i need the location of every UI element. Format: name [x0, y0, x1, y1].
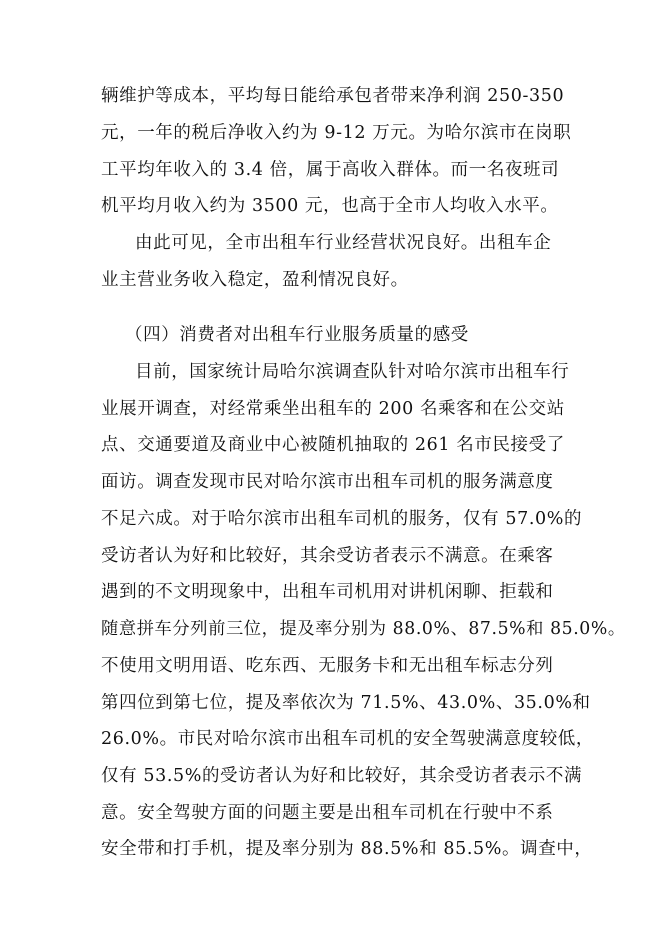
text-line: 面访。调查发现市民对哈尔滨市出租车司机的服务满意度: [101, 472, 554, 492]
text-line: 第四位到第七位，提及率依次为 71.5%、43.0%、35.0%和: [101, 693, 591, 713]
text-line: 机平均月收入约为 3500 元，也高于全市人均收入水平。: [101, 196, 559, 216]
section-heading: （四）消费者对出租车行业服务质量的感受: [125, 325, 469, 345]
text-line: 业主营业务收入稳定，盈利情况良好。: [101, 270, 409, 290]
text-line: 随意拼车分列前三位，提及率分别为 88.0%、87.5%和 85.0%。: [101, 619, 626, 639]
text-line: 安全带和打手机，提及率分别为 88.5%和 85.5%。调查中，: [101, 839, 593, 859]
text-line: 意。安全驾驶方面的问题主要是出租车司机在行驶中不系: [101, 803, 554, 823]
text-line: 工平均年收入的 3.4 倍，属于高收入群体。而一名夜班司: [101, 160, 560, 180]
text-line: 受访者认为好和比较好，其余受访者表示不满意。在乘客: [101, 546, 554, 566]
text-line: 不足六成。对于哈尔滨市出租车司机的服务，仅有 57.0%的: [101, 509, 583, 529]
text-line: 目前，国家统计局哈尔滨调查队针对哈尔滨市出租车行: [135, 362, 570, 382]
text-line: 业展开调查，对经常乘坐出租车的 200 名乘客和在公交站: [101, 399, 565, 419]
text-line: 辆维护等成本，平均每日能给承包者带来净利润 250-350: [101, 86, 565, 106]
text-line: 由此可见，全市出租车行业经营状况良好。出租车企: [135, 233, 552, 253]
text-line: 点、交通要道及商业中心被随机抽取的 261 名市民接受了: [101, 435, 565, 455]
text-line: 元，一年的税后净收入约为 9-12 万元。为哈尔滨市在岗职: [101, 123, 572, 143]
text-line: 仅有 53.5%的受访者认为好和比较好，其余受访者表示不满: [101, 766, 583, 786]
text-line: 遇到的不文明现象中，出租车司机用对讲机闲聊、拒载和: [101, 582, 554, 602]
text-line: 26.0%。市民对哈尔滨市出租车司机的安全驾驶满意度较低，: [101, 729, 594, 749]
text-line: 不使用文明用语、吃东西、无服务卡和无出租车标志分列: [101, 656, 554, 676]
